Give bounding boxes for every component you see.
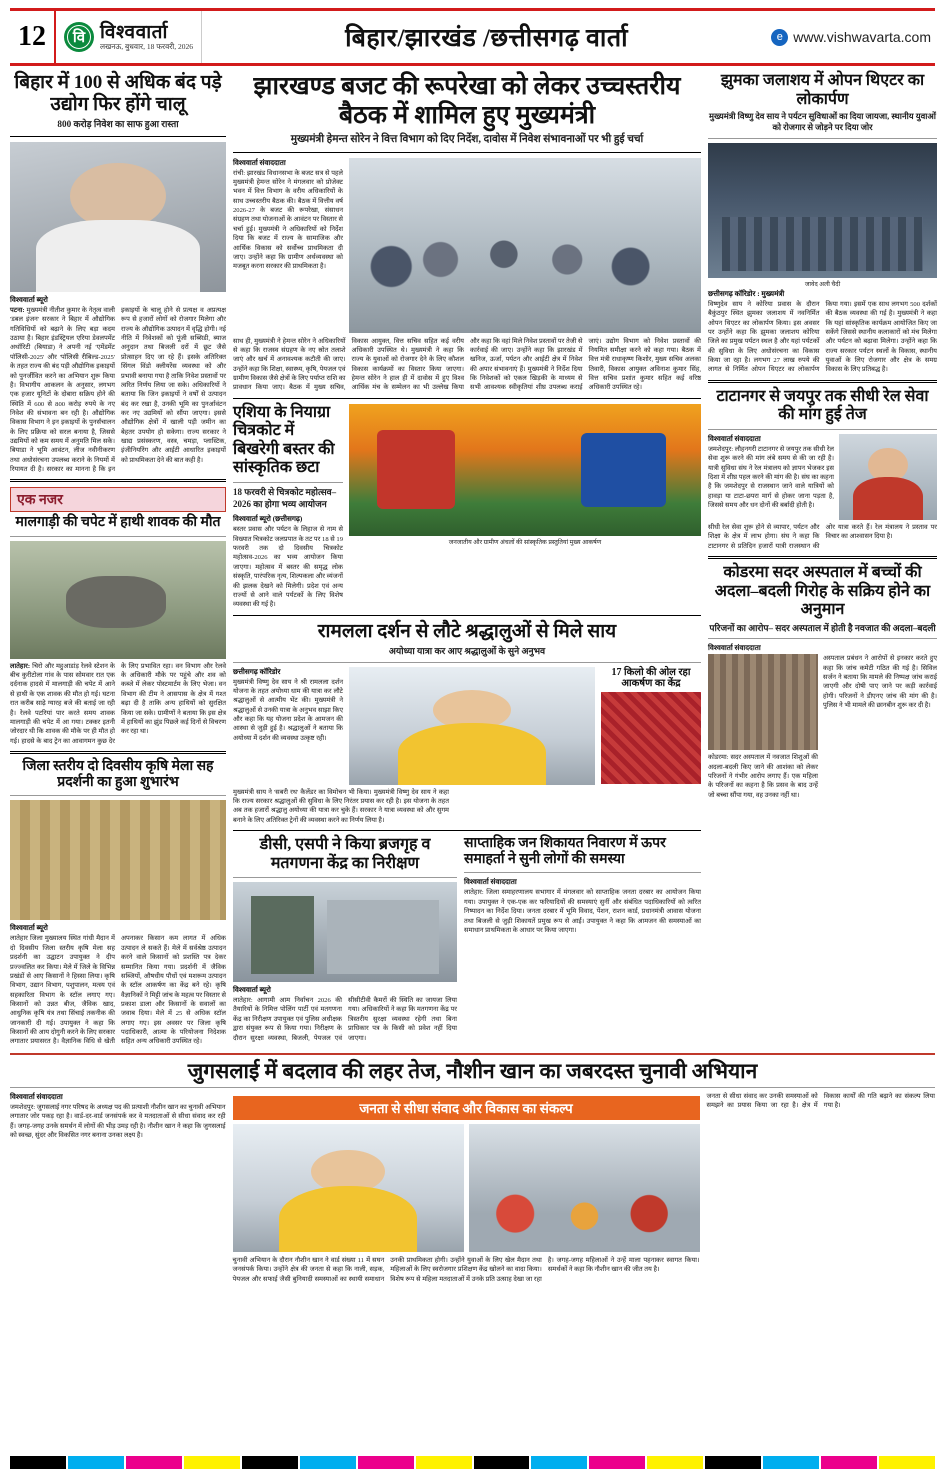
byline: विश्ववार्ता ब्यूरो <box>10 924 48 933</box>
publication-name: विश्ववार्ता <box>100 22 168 44</box>
article-public-grievance <box>464 836 701 1043</box>
article-body: लातेहार: जिला समाहरणालय सभागार में मंगलवार को साप्ताहिक जनता दरबार का आयोजन किया गया। उपायुक्त ने एक-एक कर फरियादियों की समस्याएं सुनीं और संबंधित पदाधिकारियों को त्वरित निष्पादन का निर्देश दिया। जनता दरबार में भूमि विवाद, पेंशन, राशन कार्ड, प्रधानमंत्री आवास योजना तथा बिजली से जुड़ी शिकायतें प्रमुख रूप से आईं। उपायुक्त ने कहा कि आमजन की समस्याओं का समाधान प्राथमिकता के आधार पर किया जाएगा। <box>464 889 701 934</box>
article-body-col2: लगभग 27 लाख रुपये की लागत से निर्मित ओपन थिएटर का लोकार्पण किया गया। इसमें एक साथ लगभग 500 दर्शकों की बैठक व्यवस्था की गई है। मुख्यमंत्री ने कहा कि यहां सांस्कृतिक कार्यक्रम आयोजित किए जा सकेंगे जिससे स्थानीय कलाकारों को मंच मिलेगा और पर्यटन को बढ़ावा मिलेगा। उन्होंने कहा कि राज्य सरकार पर्यटन स्थलों के विकास, स्थानीय युवाओं के लिए रोजगार और क्षेत्र के समग्र विकास के लिए प्रतिबद्ध है। <box>708 300 937 374</box>
byline: विश्ववार्ता संवाददाता <box>708 644 761 653</box>
article-dc-sp-inspection <box>233 836 457 1043</box>
article-body-col2: चुनावी अभियान के दौरान नौशीन खान ने वार्ड संख्या 11 में सघन जनसंपर्क किया। उन्होंने क्षेत्र की जनता से कहा कि नाली, सड़क, पेयजल और सफाई जैसी बुनियादी समस्याओं का स्थायी समाधान उनकी प्राथमिकता होगी। उन्होंने युवाओं के लिए खेल मैदान तथा महिलाओं के लिए स्वरोजगार प्रशिक्षण केंद्र खोलने का वादा किया। <box>232 1257 542 1283</box>
subhead: परिजनों का आरोप– सदर अस्पताल में होती है नवजात की अदला–बदली <box>709 622 936 633</box>
headline: टाटानगर से जयपुर तक सीधी रेल सेवा की मांग हुई तेज <box>716 387 929 424</box>
byline: विश्ववार्ता ब्यूरो <box>233 986 271 995</box>
article-body-col4: जनता से सीधा संवाद कर उनकी समस्याओं को समझने का प्रयास किया जा रहा है। क्षेत्र में विकास कार्यों की गति बढ़ाने का संकल्प लिया गया है। <box>706 1093 935 1110</box>
subhead: 800 करोड़ निवेश का साफ हुआ रास्ता <box>57 119 179 130</box>
article-agri-fair <box>10 759 226 1047</box>
officials-inspection-photo <box>233 882 457 982</box>
publication-logo <box>56 11 202 63</box>
byline: छत्तीसगढ़ कॉरिडोर : मुख्यमंत्री <box>708 289 785 298</box>
byline: विश्ववार्ता संवाददाता <box>464 878 517 887</box>
headline: एशिया के नियाग्रा चित्रकोट में बिखरेगी बस्तर की सांस्कृतिक छटा <box>233 403 335 477</box>
elephant-rescue-photo <box>10 541 226 659</box>
photo-caption: जावेद अली चैदी <box>804 280 841 288</box>
masthead <box>10 8 935 66</box>
subhead: 18 फरवरी से चित्रकोट महोत्सव–2026 का होगा भव्य आयोजन <box>233 486 337 509</box>
byline: विश्ववार्ता ब्यूरो <box>10 296 48 305</box>
article-body-col2: सीधी रेल सेवा शुरू होने से व्यापार, पर्यटन और शिक्षा के क्षेत्र में लाभ होगा। संघ ने कहा कि टाटानगर से प्रतिदिन हजारों यात्री राजस्थान की ओर यात्रा करते हैं। रेल मंत्रालय ने प्रस्ताव पर विचार का आश्वासन दिया है। <box>708 523 937 550</box>
page-number: 12 <box>10 11 56 63</box>
agriculture-fair-photo <box>10 800 226 920</box>
red-cloth-photo <box>601 692 701 784</box>
logo-emblem-icon: वि <box>64 22 94 52</box>
article-body-col3: हेमन्त सोरेन ने हाल ही में दावोस में हुए विश्व आर्थिक मंच के सम्मेलन का भी उल्लेख किया और कहा कि वहां मिले निवेश प्रस्तावों पर तेजी से कार्रवाई की जाए। उन्होंने कहा कि झारखंड में खनिज, ऊर्जा, पर्यटन और आईटी क्षेत्र में निवेश की अपार संभावनाएं हैं। मुख्यमंत्री ने निर्देश दिया कि निवेशकों को एकल खिड़की के माध्यम से सभी आवश्यक स्वीकृतियां शीघ्र उपलब्ध कराई जाएं। उद्योग विभाग को निवेश प्रस्तावों की नियमित समीक्षा करने को कहा गया। <box>351 337 701 392</box>
byline: छत्तीसगढ़ कॉरिडोर <box>233 667 281 676</box>
cm-budget-meeting-photo <box>349 158 701 333</box>
article-body-col1: मुख्यमंत्री विष्णु देव साय ने श्री रामलला दर्शन योजना के तहत अयोध्या धाम की यात्रा कर लौटे श्रद्धालुओं से आत्मीय भेंट की। मुख्यमंत्री ने श्रद्धालुओं से उनकी यात्रा के अनुभव साझा किए और कहा कि यह योजना प्रदेश के आमजन की आस्था से जुड़ी हुई है। श्रद्धालुओं ने बताया कि अयोध्या में दर्शन की व्यवस्था उत्कृष्ट रही। <box>233 678 343 742</box>
headline: साप्ताहिक जन शिकायत निवारण में ऊपर समाहर्ता ने सुनी लोगों की समस्या <box>464 836 666 868</box>
article-body-col1: रांची: झारखंड विधानसभा के बजट सत्र से पहले मुख्यमंत्री हेमन्त सोरेन ने मंगलवार को प्रोजेक्ट भवन में वित्त विभाग के वरीय अधिकारियों के साथ उच्चस्तरीय बैठक की। बैठक में वित्तीय वर्ष 2026-27 के बजट की रूपरेखा, संसाधन संग्रहण तथा योजनाओं के आवंटन पर विस्तार से चर्चा हुई। मुख्यमंत्री ने अधिकारियों को निर्देश दिया कि बजट में राज्य के सामाजिक और आर्थिक विकास को सर्वोच्च प्राथमिकता दी जाए। उन्होंने कहा कि ग्रामीण अर्थव्यवस्था को मजबूत करना सरकार की प्राथमिकता है। <box>233 169 343 271</box>
article-body: चिरो और महुआडांड़ रेलवे स्टेशन के बीच कुरीटोला गांव के पास सोमवार रात एक दर्दनाक हादसे में मालगाड़ी की चपेट में आने से हाथी के एक शावक की मौत हो गई। घटना रात करीब साढ़े ग्यारह बजे की बताई जा रही है। रेलवे पटरियां पार करते समय शावक मालगाड़ी की चपेट में आ गया। टक्कर इतनी जोरदार थी कि शावक की मौके पर ही मौत हो गई। हादसे के बाद ट्रेन का आवागमन कुछ देर के लिए प्रभावित रहा। वन विभाग और रेलवे के अधिकारी मौके पर पहुंचे और शव को कब्जे में लेकर पोस्टमार्टम के लिए भेजा। वन विभाग की टीम ने आसपास के क्षेत्र में गश्त बढ़ा दी है ताकि अन्य हाथियों को सुरक्षित किया जा सके। ग्रामीणों ने बताया कि इस क्षेत्र में हाथियों का झुंड पिछले कई दिनों से विचरण कर रहा था। <box>10 662 226 745</box>
website-link[interactable] <box>771 11 935 63</box>
page-grid <box>10 72 935 1047</box>
article-body: लातेहार: आगामी आम निर्वाचन 2026 की तैयारियों के निमित्त पोलिंग पार्टी एवं मतगणना केंद्र का निरीक्षण उपायुक्त एवं पुलिस अधीक्षक द्वारा संयुक्त रूप से किया गया। निरीक्षण के दौरान सुरक्षा व्यवस्था, बिजली, पेयजल एवं सीसीटीवी कैमरों की स्थिति का जायजा लिया गया। अधिकारियों ने कहा कि मतगणना केंद्र पर त्रिस्तरीय सुरक्षा व्यवस्था रहेगी तथा बिना प्राधिकार पत्र के किसी को प्रवेश नहीं दिया जाएगा। <box>233 997 457 1042</box>
cm-sai-devotees-photo <box>349 667 595 785</box>
woman-spokesperson-photo <box>839 434 937 520</box>
article-tatanagar-rail <box>708 388 937 551</box>
subhead: मुख्यमंत्री हेमन्त सोरेन ने वित्त विभाग को दिए निर्देश, दावोस में निवेश संभावनाओं पर भी हुई चर्चा <box>290 134 644 145</box>
article-bihar-industries <box>10 72 226 474</box>
globe-icon: e <box>771 29 788 46</box>
article-ek-nazar <box>10 487 226 745</box>
headline: बिहार में 100 से अधिक बंद पड़े उद्योग फिर होंगे चालू <box>14 72 222 116</box>
subhead: अयोध्या यात्रा कर आए श्रद्धालुओं के सुने अनुभव <box>388 645 546 656</box>
article-body: लातेहार जिला मुख्यालय स्थित गांधी मैदान में दो दिवसीय जिला स्तरीय कृषि मेला सह प्रदर्शनी का उद्घाटन उपायुक्त ने दीप प्रज्ज्वलित कर किया। मेले में जिले के विभिन्न प्रखंडों से आए किसानों ने हिस्सा लिया। कृषि विभाग, उद्यान विभाग, पशुपालन, मत्स्य एवं सहकारिता विभाग के स्टॉल लगाए गए। किसानों को उन्नत बीज, जैविक खाद, आधुनिक कृषि यंत्र तथा सिंचाई तकनीक की जानकारी दी गई। उपायुक्त ने कहा कि किसानों की आय दोगुनी करने के लिए सरकार लगातार प्रयासरत है। वैज्ञानिक विधि से खेती अपनाकर किसान कम लागत में अधिक उत्पादन ले सकते हैं। मेले में सर्वश्रेष्ठ उत्पादन करने वाले किसानों को प्रशस्ति पत्र देकर सम्मानित किया गया। प्रदर्शनी में जैविक सब्जियों, औषधीय पौधों एवं मशरूम उत्पादन के स्टॉल आकर्षण का केंद्र बने रहे। कृषि वैज्ञानिकों ने मिट्टी जांच के महत्व पर विस्तार से प्रकाश डाला और किसानों के सवालों का जवाब दिया। मेले में 25 से अधिक स्टॉल लगाए गए। इस अवसर पर जिला कृषि पदाधिकारी, आत्मा के परियोजना निदेशक सहित अन्य अधिकारी उपस्थित रहे। <box>10 935 226 1046</box>
center-column <box>233 72 701 1047</box>
campaign-garland-photo <box>233 1124 464 1252</box>
headline: जुगसलाई में बदलाव की लहर तेज, नौशीन खान का जबरदस्त चुनावी अभियान <box>187 1058 758 1083</box>
cmyk-registration-bar <box>10 1456 935 1469</box>
article-body-col1: कोडरमा: सदर अस्पताल में नवजात शिशुओं की अदला-बदली किए जाने की आशंका को लेकर परिजनों ने गंभीर आरोप लगाए हैं। एक महिला के परिजनों का कहना है कि प्रसव के बाद उन्हें जो बच्चा सौंपा गया, वह उनका नहीं था। <box>708 754 818 799</box>
power-plant-photo <box>10 142 226 292</box>
article-body: बस्तर प्रवास और पर्यटन के लिहाज से नाम से विख्यात चित्रकोट जलप्रपात के तट पर 18 से 19 फरवरी तक दो दिवसीय चित्रकोट महोत्सव-2026 का भव्य आयोजन किया जाएगा। महोत्सव में बस्तर की समृद्ध लोक संस्कृति, पारंपरिक नृत्य, शिल्पकला और व्यंजनों की झलक देखने को मिलेगी। प्रदेश एवं अन्य राज्यों से आने वाले पर्यटकों के लिए विशेष व्यवस्था की गई है। <box>233 526 343 609</box>
edition-date: लखनऊ, बुधवार, 18 फरवरी, 2026 <box>100 42 193 52</box>
hospital-women-photo <box>708 654 818 750</box>
article-jhumka-theatre <box>708 72 937 375</box>
folk-dance-photo <box>349 404 701 536</box>
article-jugsalai-campaign <box>10 1059 935 1284</box>
left-column <box>10 72 226 1047</box>
article-chitrakote <box>233 404 701 610</box>
photo-caption: जनजातीय और ग्रामीण अंचलों की सांस्कृतिक प्रस्तुतियां मुख्य आकर्षण <box>448 538 602 546</box>
headline: जिला स्तरीय दो दिवसीय कृषि मेला सह प्रदर्शनी का हुआ शुभारंभ <box>22 758 214 791</box>
article-jharkhand-budget <box>233 72 701 393</box>
headline: मालगाड़ी की चपेट में हाथी शावक की मौत <box>15 515 221 531</box>
campaign-slogan-band: जनता से सीधा संवाद और विकास का संकल्प <box>233 1096 700 1120</box>
photo-caption-2: 17 किलो की ओल रहा आकर्षण का केंद्र <box>611 666 691 690</box>
article-body-col1: विष्णुदेव साय ने कोरिया प्रवास के दौरान बैकुंठपुर स्थित झुमका जलाशय में नवनिर्मित ओपन थिएटर का लोकार्पण किया। इस अवसर पर उन्होंने कहा कि झुमका जलाशय कोरिया जिले का प्रमुख पर्यटन स्थल है और यहां पर्यटकों की सुविधा के लिए अधोसंरचना का विकास किया जा रहा है। <box>708 300 820 365</box>
headline: रामलला दर्शन से लौटे श्रद्धालुओं से मिले साय <box>317 620 617 642</box>
byline: विश्ववार्ता ब्यूरो (छत्तीसगढ़) <box>233 515 303 524</box>
article-body-col4: बैठक में वित्त मंत्री राधाकृष्ण किशोर, मुख्य सचिव अलका तिवारी, विकास आयुक्त अविनाश कुमार सिंह, वित्त सचिव प्रशांत कुमार सहित कई वरिष्ठ अधिकारी उपस्थित रहे। <box>588 347 701 392</box>
right-column <box>708 72 937 1047</box>
article-body-col1: जमशेदपुर: लौहनगरी टाटानगर से जयपुर तक सीधी रेल सेवा शुरू करने की मांग लंबे समय से की जा रही है। यात्री सुविधा संघ ने रेल मंत्रालय को ज्ञापन भेजकर इस दिशा में शीघ्र पहल करने की मांग की है। संघ का कहना है कि जमशेदपुर से राजस्थान जाने वाले यात्रियों को हावड़ा या टाटा-छपरा मार्ग से होकर जाना पड़ता है, जिससे समय और धन दोनों की बर्बादी होती है। <box>708 445 834 510</box>
article-body-col2: मुख्यमंत्री साय ने 'सबरी रथ' कैलेंडर का विमोचन भी किया। मुख्यमंत्री विष्णु देव साय ने कहा कि राज्य सरकार श्रद्धालुओं की सुविधा के लिए निरंतर प्रयास कर रही है। इस योजना के तहत अब तक हजारों श्रद्धालु अयोध्या की यात्रा कर चुके हैं। सरकार ने यात्रा व्यवस्था को और सुगम बनाने के लिए अतिरिक्त ट्रेनों की व्यवस्था करने का निर्णय लिया है। <box>233 788 449 824</box>
headline: कोडरमा सदर अस्पताल में बच्चों की अदला–बदली गिरोह के सक्रिय होने का अनुमान <box>714 563 931 619</box>
article-body-col3: विशेष रूप से महिला मतदाताओं में उनके प्रति उत्साह देखा जा रहा है। जगह-जगह महिलाओं ने उन्हें माला पहनाकर स्वागत किया। समर्थकों ने कहा कि नौशीन खान की जीत तय है। <box>390 1257 700 1283</box>
article-body-col1: जमशेदपुर: जुगसलाई नगर परिषद के अध्यक्ष पद की प्रत्याशी नौशीन खान का चुनावी अभियान लगातार जोर पकड़ रहा है। वार्ड-दर-वार्ड जनसंपर्क कर वे मतदाताओं से सीधा संवाद कर रही हैं। जगह-जगह उनके समर्थन में लोगों की भीड़ उमड़ रही है। नौशीन खान ने कहा कि जुगसलाई को स्वच्छ, सुंदर और विकसित नगर बनाना उनका लक्ष्य है। <box>10 1104 226 1140</box>
article-koderma-hospital <box>708 564 937 800</box>
byline: विश्ववार्ता संवाददाता <box>10 1093 63 1102</box>
ek-nazar-label: एक नजर <box>10 487 226 512</box>
article-body-col2: साथ ही, मुख्यमंत्री ने हेमन्त सोरेन ने अधिकारियों से कहा कि राजस्व संग्रहण के नए स्रोत तलाशे जाएं और खर्च में अनावश्यक कटौती की जाए। उन्होंने कहा कि शिक्षा, स्वास्थ्य, कृषि, पेयजल एवं ग्रामीण विकास जैसे क्षेत्रों के लिए पर्याप्त राशि का प्रावधान किया जाए। बैठक में मुख्य सचिव, विकास आयुक्त, वित्त सचिव सहित कई वरीय अधिकारी उपस्थित थे। मुख्यमंत्री ने कहा कि राज्य के युवाओं को रोजगार देने के लिए कौशल विकास कार्यक्रमों का विस्तार किया जाएगा। <box>233 337 464 392</box>
subhead: मुख्यमंत्री विष्णु देव साय ने पर्यटन सुविधाओं का दिया जायजा, स्थानीय युवाओं को रोजगार से जोड़ने पर दिया जोर <box>709 112 936 133</box>
byline: विश्ववार्ता संवाददाता <box>233 158 286 167</box>
headline: डीसी, एसपी ने किया ब्रजगृह व मतगणना केंद्र का निरीक्षण <box>259 836 431 872</box>
section-title: बिहार/झारखंड /छत्तीसगढ़ वार्ता <box>345 25 629 52</box>
campaign-rally-photo <box>469 1124 700 1252</box>
dateline: पटना: <box>10 307 25 315</box>
article-body: मुख्यमंत्री नीतीश कुमार के नेतृत्व वाली 'डबल इंजन' सरकार ने बिहार में औद्योगिक गतिविधियों को बढ़ाने के लिए बड़ा कदम उठाया है। बिहार इंडस्ट्रियल एरिया डेवलपमेंट अथॉरिटी (बियाडा) ने अपनी नई 'एमेंडमेंट पॉलिसी-2025' और 'पॉलिसी रीबिल्ड-2025' के तहत राज्य की बंद पड़ी औद्योगिक इकाइयों को पुनर्जीवित करने का अभियान शुरू किया है। विभागीय आकलन के अनुसार, लगभग एक हजार यूनिटों के दोबारा सक्रिय होने की स्थिति में 600 से 800 करोड़ रुपये के नए निवेश की संभावना बन रही है। औद्योगिक विकास विभाग ने इन इकाइयों के पुनर्संचालन के लिए प्रक्रिया को सरल बनाया है, जिससे उद्यमियों को कम समय में अनुमति मिल सके। बियाडा ने भूमि आवंटन, लीज नवीनीकरण तथा अधोसंरचना उपलब्ध कराने के नियमों में रियायत दी है। सरकार का मानना है कि इन इकाइयों के चालू होने से प्रत्यक्ष व अप्रत्यक्ष रूप से हजारों लोगों को रोजगार मिलेगा और राज्य के औद्योगिक उत्पादन में वृद्धि होगी। नई नीति में निवेशकों को पूंजी सब्सिडी, ब्याज अनुदान तथा बिजली दरों में छूट जैसे प्रोत्साहन दिए जा रहे हैं। इसके अतिरिक्त सिंगल विंडो क्लीयरेंस व्यवस्था को और प्रभावी बनाया गया है ताकि निवेश प्रस्तावों पर त्वरित निर्णय लिया जा सके। अधिकारियों ने बताया कि जिन इकाइयों ने वर्षों से उत्पादन बंद कर रखा है, उनकी भूमि का पुनर्आवंटन कर नए उद्यमियों को सौंपा जाएगा। इससे औद्योगिक क्षेत्रों में खाली पड़ी जमीन का बेहतर उपयोग हो सकेगा। राज्य सरकार ने खाद्य प्रसंस्करण, वस्त्र, चमड़ा, प्लास्टिक, इंजीनियरिंग और आईटी आधारित इकाइयों को प्राथमिकता देने की बात कही है। <box>10 307 226 474</box>
article-ramlala <box>233 621 701 825</box>
headline: झारखण्ड बजट की रूपरेखा को लेकर उच्चस्तरीय बैठक में शामिल हुए मुख्यमंत्री <box>253 73 681 129</box>
article-body-col2: अस्पताल प्रबंधन ने आरोपों से इनकार करते हुए कहा कि जांच कमेटी गठित की गई है। सिविल सर्जन ने बताया कि मामले की निष्पक्ष जांच कराई जाएगी और दोषी पाए जाने पर कड़ी कार्रवाई होगी। परिजनों ने डीएनए जांच की मांग की है। पुलिस ने भी मामले की छानबीन शुरू कर दी है। <box>823 655 937 710</box>
byline: विश्ववार्ता संवाददाता <box>708 434 761 443</box>
website-url: www.vishwavarta.com <box>793 29 931 45</box>
inauguration-ceremony-photo <box>708 143 937 278</box>
dateline: लातेहार: <box>10 662 31 670</box>
headline: झुमका जलाशय में ओपन थिएटर का लोकार्पण <box>720 72 925 108</box>
